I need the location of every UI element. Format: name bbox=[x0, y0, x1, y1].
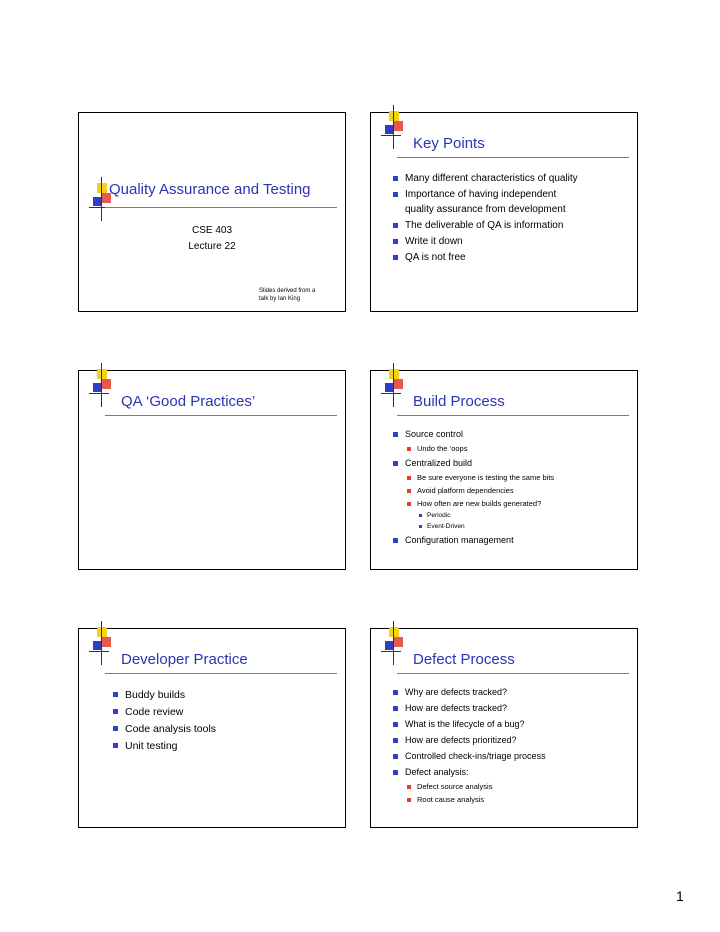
slide-5 bbox=[78, 628, 346, 828]
slide-4 bbox=[370, 370, 638, 570]
title-rule bbox=[105, 207, 337, 208]
list-item: How are defects tracked? bbox=[393, 701, 631, 716]
list-item: Undo the ‘oops bbox=[393, 443, 631, 455]
slide-decoration-icon bbox=[381, 621, 405, 669]
title-rule bbox=[397, 415, 629, 416]
slide-3 bbox=[78, 370, 346, 570]
slide-2 bbox=[370, 112, 638, 312]
list-item: Root cause analysis bbox=[393, 794, 631, 806]
course-label: CSE 403 bbox=[191, 225, 233, 236]
slide-decoration-icon bbox=[381, 363, 405, 411]
slide-title: QA ‘Good Practices’ bbox=[121, 393, 256, 410]
page-number: 1 bbox=[676, 888, 684, 904]
list-item: Code review bbox=[113, 704, 339, 720]
title-rule bbox=[105, 673, 337, 674]
list-item: How often are new builds generated? bbox=[393, 498, 631, 510]
list-item: Why are defects tracked? bbox=[393, 685, 631, 700]
slide-decoration-icon bbox=[381, 105, 405, 153]
list-item: Buddy builds bbox=[113, 687, 339, 703]
slide-title: Key Points bbox=[413, 135, 485, 152]
slide-1 bbox=[78, 112, 346, 312]
slide-title: Quality Assurance and Testing bbox=[109, 181, 311, 198]
slide-decoration-icon bbox=[89, 363, 113, 411]
title-rule bbox=[397, 673, 629, 674]
bullet-list bbox=[393, 685, 631, 807]
list-item: Defect source analysis bbox=[393, 781, 631, 793]
slide-title: Developer Practice bbox=[121, 651, 248, 668]
list-item: Configuration management bbox=[393, 533, 631, 548]
list-item: Importance of having independent quality assurance from development bbox=[393, 187, 631, 217]
list-item: Avoid platform dependencies bbox=[393, 485, 631, 497]
list-item: Defect analysis: bbox=[393, 765, 631, 780]
lecture-label: Lecture 22 bbox=[188, 241, 236, 252]
list-item: Periodic bbox=[393, 511, 631, 521]
bullet-list bbox=[393, 427, 631, 549]
slide-title: Build Process bbox=[413, 393, 505, 410]
slide-decoration-icon bbox=[89, 621, 113, 669]
bullet-list bbox=[113, 687, 339, 755]
title-rule bbox=[105, 415, 337, 416]
list-item: Write it down bbox=[393, 234, 631, 249]
list-item: Many different characteristics of quality bbox=[393, 171, 631, 186]
list-item: Unit testing bbox=[113, 738, 339, 754]
list-item: QA is not free bbox=[393, 250, 631, 265]
credit-note: Slides derived from a talk by Ian King bbox=[259, 288, 316, 302]
bullet-list bbox=[393, 171, 631, 266]
list-item: Be sure everyone is testing the same bits bbox=[393, 472, 631, 484]
slide-title: Defect Process bbox=[413, 651, 515, 668]
title-rule bbox=[397, 157, 629, 158]
list-item: What is the lifecycle of a bug? bbox=[393, 717, 631, 732]
list-item: Code analysis tools bbox=[113, 721, 339, 737]
list-item: Source control bbox=[393, 427, 631, 442]
list-item: Controlled check-ins/triage process bbox=[393, 749, 631, 764]
slide-6 bbox=[370, 628, 638, 828]
list-item: Event-Driven bbox=[393, 522, 631, 532]
list-item: Centralized build bbox=[393, 456, 631, 471]
list-item: How are defects prioritized? bbox=[393, 733, 631, 748]
list-item: The deliverable of QA is information bbox=[393, 218, 631, 233]
